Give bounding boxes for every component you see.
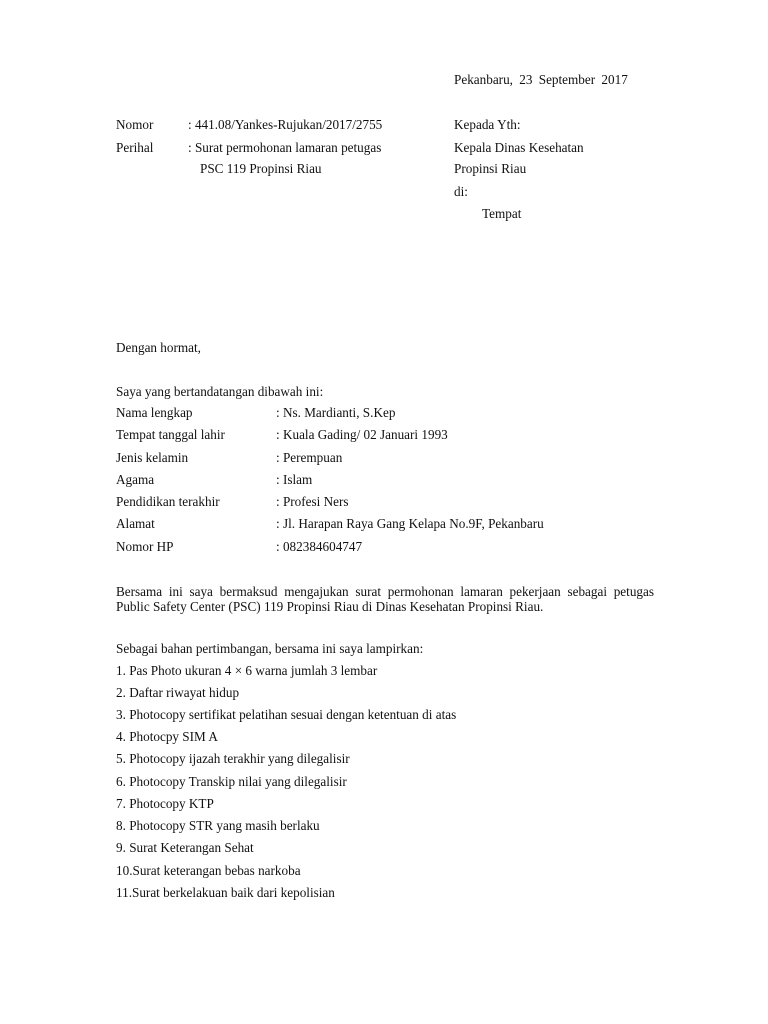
list-item: 4. Photocpy SIM A xyxy=(116,729,218,744)
greeting: Dengan hormat, xyxy=(116,340,201,355)
list-item: 5. Photocopy ijazah terakhir yang dilegalisir xyxy=(116,751,350,766)
identity-value: : Ns. Mardianti, S.Kep xyxy=(276,405,396,420)
recipient-salutation: Kepada Yth: xyxy=(454,117,521,132)
identity-label: Alamat xyxy=(116,516,155,531)
recipient-di: di: xyxy=(454,184,468,199)
identity-label: Nama lengkap xyxy=(116,405,193,420)
place-date: Pekanbaru, 23 September 2017 xyxy=(454,72,628,87)
identity-label: Nomor HP xyxy=(116,539,174,554)
perihal-label: Perihal xyxy=(116,140,154,155)
list-item: 1. Pas Photo ukuran 4 × 6 warna jumlah 3 lembar xyxy=(116,663,378,678)
identity-label: Tempat tanggal lahir xyxy=(116,427,225,442)
identity-label: Agama xyxy=(116,472,155,487)
intro-text: Saya yang bertandatangan dibawah ini: xyxy=(116,384,324,399)
purpose-paragraph: Bersama ini saya bermaksud mengajukan surat permohonan lamaran pekerjaan sebagai petugas Public Safety Center (PSC) 119 Propinsi Riau di Dinas Kesehatan Propinsi Riau. xyxy=(116,584,654,614)
perihal-value: : Surat permohonan lamaran petugas xyxy=(188,140,382,155)
list-item: 2. Daftar riwayat hidup xyxy=(116,685,240,700)
identity-value: : Jl. Harapan Raya Gang Kelapa No.9F, Pekanbaru xyxy=(276,516,544,531)
list-item: 11.Surat berkelakuan baik dari kepolisian xyxy=(116,885,335,900)
recipient-region: Propinsi Riau xyxy=(454,161,527,176)
list-item: 6. Photocopy Transkip nilai yang dilegalisir xyxy=(116,774,347,789)
list-item: 3. Photocopy sertifikat pelatihan sesuai dengan ketentuan di atas xyxy=(116,707,457,722)
identity-label: Pendidikan terakhir xyxy=(116,494,220,509)
identity-label: Jenis kelamin xyxy=(116,450,189,465)
list-item: 10.Surat keterangan bebas narkoba xyxy=(116,863,301,878)
identity-value: : 082384604747 xyxy=(276,539,363,554)
list-item: 8. Photocopy STR yang masih berlaku xyxy=(116,818,320,833)
attachments-intro: Sebagai bahan pertimbangan, bersama ini saya lampirkan: xyxy=(116,641,424,656)
identity-value: : Kuala Gading/ 02 Januari 1993 xyxy=(276,427,448,442)
perihal-value-continued: PSC 119 Propinsi Riau xyxy=(200,161,322,176)
identity-value: : Islam xyxy=(276,472,313,487)
nomor-label: Nomor xyxy=(116,117,154,132)
recipient-place: Tempat xyxy=(482,206,522,221)
recipient-title: Kepala Dinas Kesehatan xyxy=(454,140,584,155)
identity-value: : Perempuan xyxy=(276,450,343,465)
identity-value: : Profesi Ners xyxy=(276,494,349,509)
list-item: 7. Photocopy KTP xyxy=(116,796,214,811)
nomor-value: : 441.08/Yankes-Rujukan/2017/2755 xyxy=(188,117,383,132)
list-item: 9. Surat Keterangan Sehat xyxy=(116,840,254,855)
